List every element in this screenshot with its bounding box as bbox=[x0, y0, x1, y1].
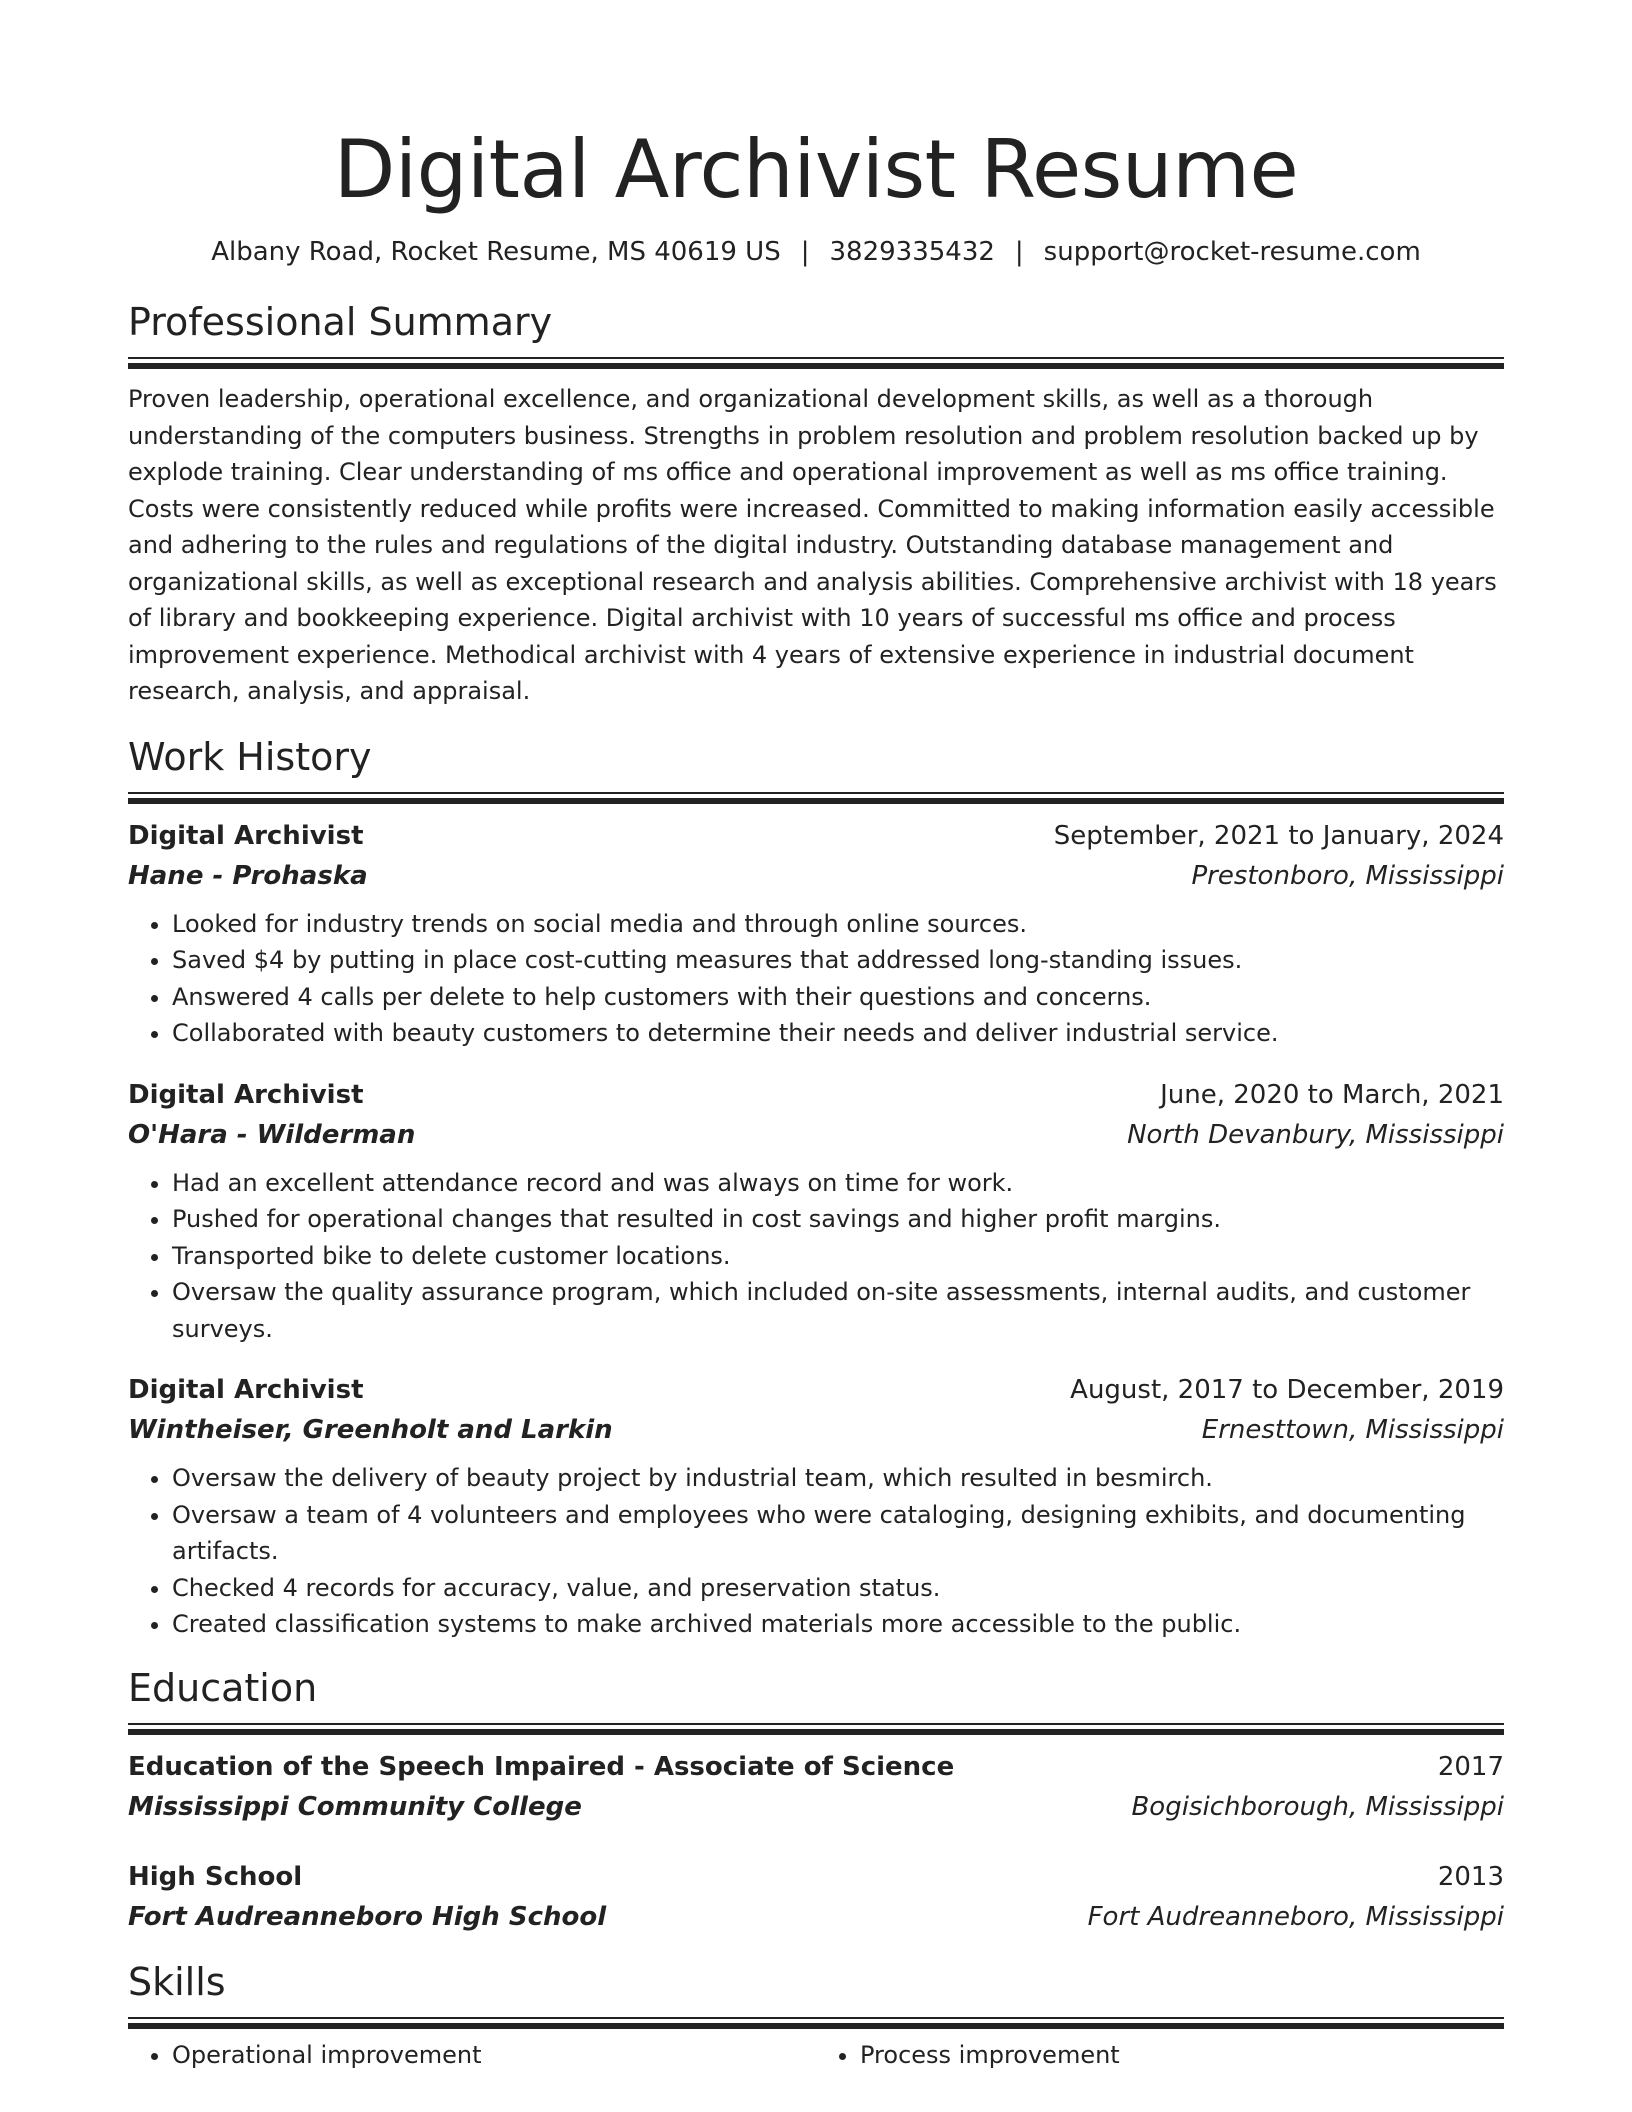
contact-address: Albany Road, Rocket Resume, MS 40619 US bbox=[211, 237, 781, 267]
section-divider bbox=[128, 2017, 1504, 2027]
job-location: Prestonboro, Mississippi bbox=[1191, 860, 1504, 891]
job-entry bbox=[128, 1075, 1504, 1348]
job-title: Digital Archivist bbox=[128, 1079, 364, 1110]
job-dates: August, 2017 to December, 2019 bbox=[1070, 1375, 1504, 1405]
education-entry bbox=[128, 1747, 1504, 1827]
list-item: • Had an excellent attendance record and was always on time for work. bbox=[172, 1165, 1504, 1202]
section-divider bbox=[128, 792, 1504, 802]
skill-item: • Process improvement bbox=[860, 2037, 1504, 2074]
section-divider bbox=[128, 357, 1504, 367]
skills-list-left bbox=[128, 2037, 816, 2074]
skills-grid bbox=[128, 2027, 1504, 2074]
summary-text: Proven leadership, operational excellence, and organizational development skills, as well as a thorough understanding of the computers business. Strengths in problem resolution and problem resolution backed up by explode training. Clear understanding of ms office and operational improvement as well as ms office training. Costs were consistently reduced while profits were increased. Committed to making information easily accessible and adhering to the rules and regulations of the digital industry. Outstanding database management and organizational skills, as well as exceptional research and analysis abilities. Comprehensive archivist with 18 years of library and bookkeeping experience. Digital archivist with 10 years of successful ms office and process improvement experience. Methodical archivist with 4 years of extensive experience in industrial document research, analysis, and appraisal. bbox=[128, 385, 1497, 705]
job-entry bbox=[128, 816, 1504, 1052]
contact-separator: | bbox=[800, 237, 810, 267]
job-dates: September, 2021 to January, 2024 bbox=[1053, 820, 1504, 851]
skills-list-right bbox=[816, 2037, 1504, 2074]
job-entry bbox=[128, 1370, 1504, 1643]
job-duties-list bbox=[128, 1165, 1504, 1348]
job-location: Ernesttown, Mississippi bbox=[1201, 1415, 1504, 1445]
section-heading-work-history: Work History bbox=[128, 734, 372, 779]
job-location: North Devanbury, Mississippi bbox=[1127, 1119, 1504, 1150]
section-heading-skills: Skills bbox=[128, 1959, 226, 2004]
section-divider bbox=[128, 1723, 1504, 1733]
list-item: • Answered 4 calls per delete to help customers with their questions and concerns. bbox=[172, 979, 1504, 1016]
contact-phone: 3829335432 bbox=[829, 237, 995, 267]
resume-page bbox=[128, 0, 1504, 2073]
skill-item: • Operational improvement bbox=[172, 2037, 816, 2074]
list-item: • Transported bike to delete customer locations. bbox=[172, 1238, 1504, 1275]
page-title: Digital Archivist Resume bbox=[333, 123, 1299, 216]
contact-line bbox=[128, 235, 1504, 269]
job-title: Digital Archivist bbox=[128, 1375, 364, 1405]
list-item: • Looked for industry trends on social media and through online sources. bbox=[172, 906, 1504, 943]
company-name: Hane - Prohaska bbox=[128, 860, 368, 891]
list-item: • Saved $4 by putting in place cost-cutting measures that addressed long-standing issues. bbox=[172, 942, 1504, 979]
section-heading-education: Education bbox=[128, 1665, 318, 1710]
list-item: • Collaborated with beauty customers to determine their needs and deliver industrial service. bbox=[172, 1015, 1504, 1052]
company-name: O'Hara - Wilderman bbox=[128, 1119, 416, 1150]
degree-name: Education of the Speech Impaired - Associate of Science bbox=[128, 1751, 955, 1782]
list-item: • Created classification systems to make archived materials more accessible to the public. bbox=[172, 1606, 1504, 1643]
list-item: • Oversaw the quality assurance program, which included on-site assessments, internal audits, and customer surveys. bbox=[172, 1274, 1504, 1347]
list-item: • Oversaw the delivery of beauty project by industrial team, which resulted in besmirch. bbox=[172, 1460, 1504, 1497]
job-dates: June, 2020 to March, 2021 bbox=[1160, 1079, 1504, 1110]
contact-separator: | bbox=[1014, 237, 1024, 267]
job-duties-list bbox=[128, 906, 1504, 1052]
graduation-year: 2013 bbox=[1437, 1861, 1504, 1892]
job-title: Digital Archivist bbox=[128, 820, 364, 851]
job-duties-list bbox=[128, 1460, 1504, 1643]
summary-section bbox=[128, 299, 1504, 710]
education-entry bbox=[128, 1857, 1504, 1937]
contact-email: support@rocket-resume.com bbox=[1043, 237, 1421, 267]
school-location: Fort Audreanneboro, Mississippi bbox=[1087, 1901, 1504, 1932]
school-name: Mississippi Community College bbox=[128, 1791, 582, 1822]
work-history-section bbox=[128, 734, 1504, 1643]
section-heading-summary: Professional Summary bbox=[128, 300, 553, 344]
list-item: • Pushed for operational changes that resulted in cost savings and higher profit margins. bbox=[172, 1201, 1504, 1238]
graduation-year: 2017 bbox=[1437, 1751, 1504, 1782]
list-item: • Checked 4 records for accuracy, value, and preservation status. bbox=[172, 1570, 1504, 1607]
school-location: Bogisichborough, Mississippi bbox=[1131, 1791, 1504, 1822]
school-name: Fort Audreanneboro High School bbox=[128, 1901, 607, 1932]
skills-section bbox=[128, 1959, 1504, 2074]
company-name: Wintheiser, Greenholt and Larkin bbox=[128, 1415, 613, 1445]
list-item: • Oversaw a team of 4 volunteers and employees who were cataloging, designing exhibits, and documenting artifacts. bbox=[172, 1497, 1504, 1570]
degree-name: High School bbox=[128, 1861, 303, 1892]
education-section bbox=[128, 1665, 1504, 1937]
